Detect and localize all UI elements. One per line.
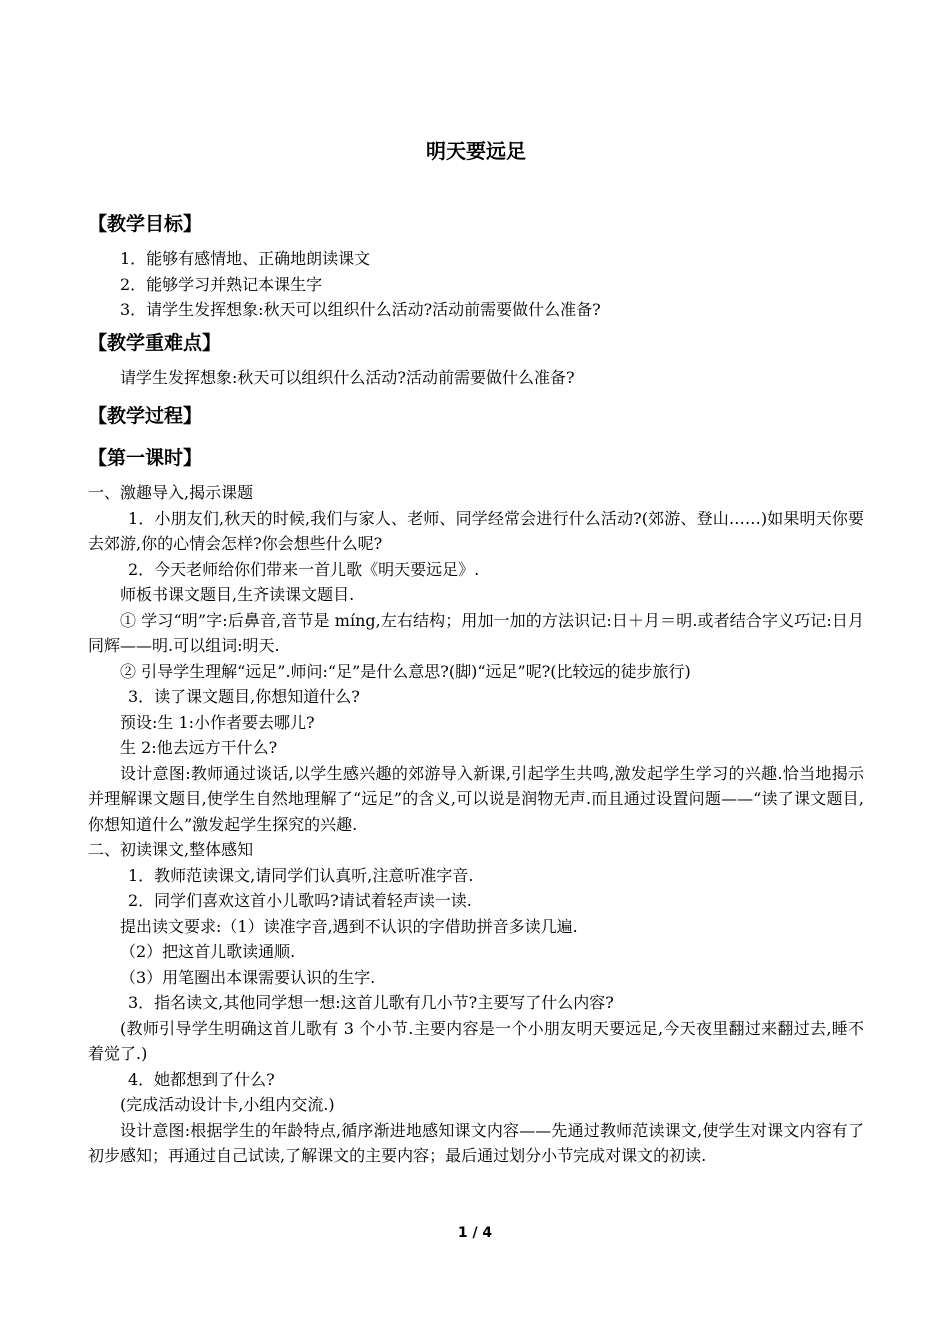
- lesson1-heading: 【第一课时】: [88, 447, 203, 469]
- goals-heading: 【教学目标】: [88, 213, 203, 235]
- paragraph: 1．小朋友们,秋天的时候,我们与家人、老师、同学经常会进行什么活动?(郊游、登山……)如果明天你要去郊游,你的心情会怎样?你会想些什么呢?: [88, 508, 864, 553]
- paragraph: 3．指名读文,其他同学想一想:这首儿歌有几小节?主要写了什么内容?: [128, 993, 614, 1012]
- paragraph: （2）把这首儿歌读通顺.: [120, 942, 296, 961]
- paragraph: 2．同学们喜欢这首小儿歌吗?请试着轻声读一读.: [128, 891, 472, 910]
- design-intent: 设计意图:教师通过谈话,以学生感兴趣的郊游导入新课,引起学生共鸣,激发起学生学习的兴趣.恰当地揭示并理解课文题目,使学生自然地理解了“远足”的含义,可以说是润物无声.而且通过设置问题——“读了课文题目,你想知道什么”激发起学生探究的兴趣.: [88, 763, 864, 834]
- paragraph: 4．她都想到了什么?: [128, 1069, 275, 1089]
- document-content: [88, 136, 864, 1169]
- paragraph: 提出读文要求:（1）读准字音,遇到不认识的字借助拼音多读几遍.: [120, 916, 578, 936]
- paragraph: 预设:生 1:小作者要去哪儿?: [120, 712, 315, 732]
- key-points-text: 请学生发挥想象:秋天可以组织什么活动?活动前需要做什么准备?: [120, 367, 575, 387]
- paragraph: 1．教师范读课文,请同学们认真听,注意听准字音.: [128, 865, 474, 885]
- section-title: 二、初读课文,整体感知: [88, 840, 254, 859]
- paragraph: 3．读了课文题目,你想知道什么?: [128, 687, 360, 706]
- section-title: 一、激趣导入,揭示课题: [88, 483, 254, 502]
- goal-item: 2．能够学习并熟记本课生字: [120, 274, 323, 294]
- page-number: 1 / 4: [457, 1225, 493, 1241]
- design-intent: 设计意图:根据学生的年龄特点,循序渐进地感知课文内容——先通过教师范读课文,使学生对课文内容有了初步感知；再通过自己试读,了解课文的主要内容；最后通过划分小节完成对课文的初读.: [88, 1120, 864, 1165]
- goal-item: 1．能够有感情地、正确地朗读课文: [120, 249, 371, 268]
- key-points-heading: 【教学重难点】: [88, 331, 222, 354]
- process-heading: 【教学过程】: [88, 405, 203, 427]
- goal-item: 3．请学生发挥想象:秋天可以组织什么活动?活动前需要做什么准备?: [120, 300, 601, 319]
- paragraph: ① 学习“明”字:后鼻音,音节是 míng,左右结构；用加一加的方法识记:日＋月＝明.或者结合字义巧记:日月同辉——明.可以组词:明天.: [88, 610, 864, 655]
- paragraph: 2．今天老师给你们带来一首儿歌《明天要远足》.: [128, 559, 480, 579]
- paragraph: (完成活动设计卡,小组内交流.): [120, 1095, 335, 1114]
- paragraph: (教师引导学生明确这首儿歌有 3 个小节.主要内容是一个小朋友明天要远足,今天夜里翻过来翻过去,睡不着觉了.): [88, 1018, 864, 1063]
- document-title: 明天要远足: [426, 139, 526, 163]
- paragraph: ② 引导学生理解“远足”.师问:“足”是什么意思?(脚)“远足”呢?(比较远的徒步旅行): [120, 661, 691, 681]
- paragraph: 师板书课文题目,生齐读课文题目.: [120, 585, 355, 604]
- paragraph: （3）用笔圈出本课需要认识的生字.: [120, 967, 376, 987]
- paragraph: 生 2:他去远方干什么?: [120, 738, 278, 757]
